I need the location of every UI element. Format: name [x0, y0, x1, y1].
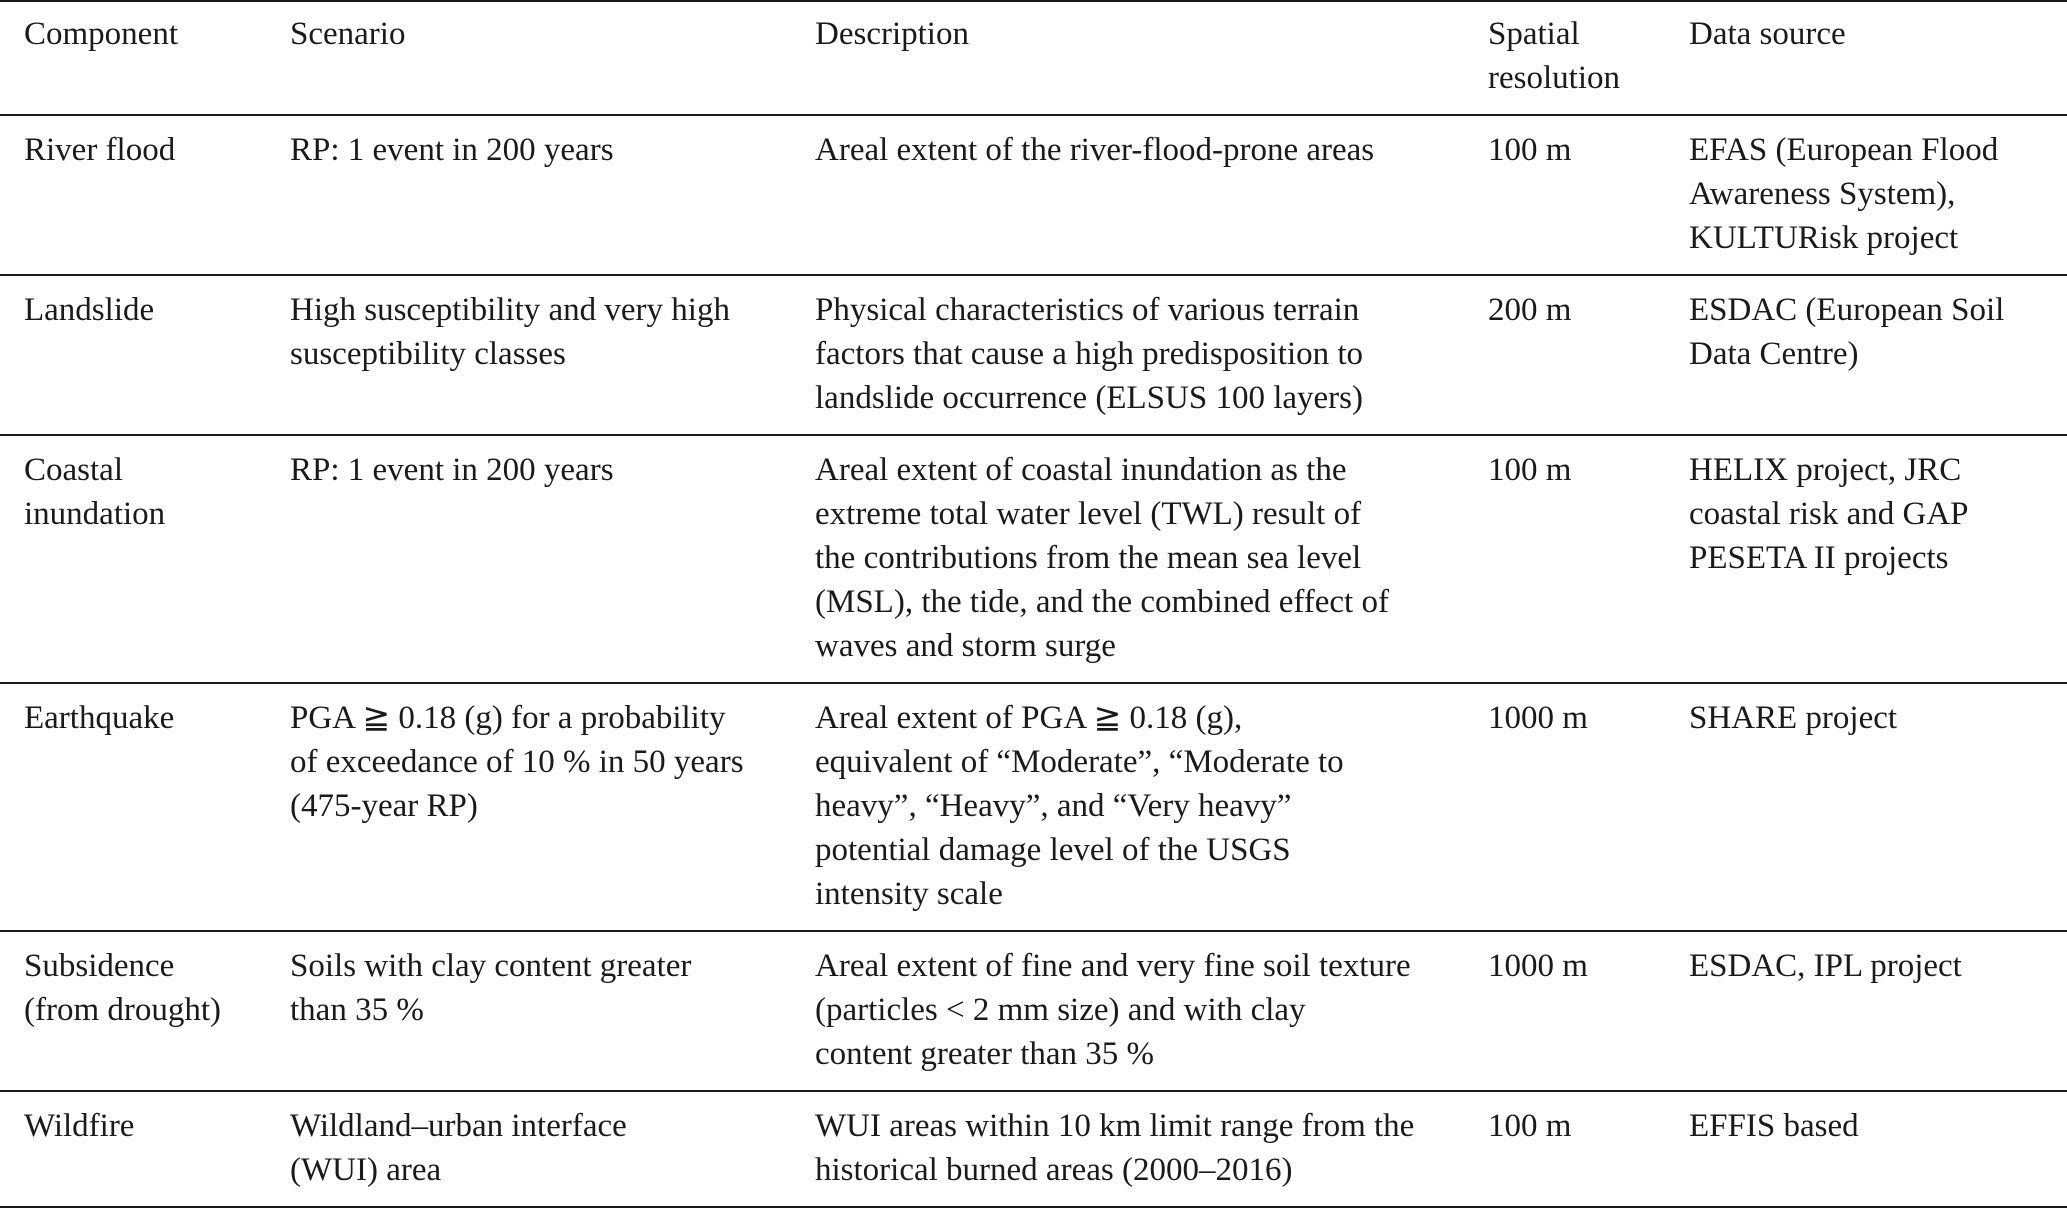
- table-row: [0, 435, 2067, 683]
- cell-description: Areal extent of coastal inundation as the extreme total water level (TWL) result of the contributions from the mean sea level (MSL), the tide, and the combined effect of waves and storm surge: [815, 452, 1389, 664]
- cell-description: Areal extent of PGA ≧ 0.18 (g), equivalent of “Moderate”, “Moderate to heavy”, “Heavy”, and “Very heavy” potential damage level of the USGS intensity scale: [815, 700, 1344, 912]
- header-component: Component: [24, 16, 178, 52]
- header-scenario: Scenario: [290, 16, 406, 52]
- cell-description: Areal extent of the river-flood-prone areas: [815, 132, 1375, 168]
- cell-component: Landslide: [24, 292, 155, 328]
- table-body: [0, 115, 2067, 1207]
- table-row: [0, 275, 2067, 435]
- cell-resolution: 1000 m: [1488, 700, 1588, 736]
- table-row: [0, 1091, 2067, 1207]
- cell-data-source: SHARE project: [1689, 700, 1898, 736]
- cell-component: River flood: [24, 132, 176, 168]
- cell-resolution: 100 m: [1488, 452, 1572, 488]
- cell-resolution: 200 m: [1488, 292, 1572, 328]
- cell-description: WUI areas within 10 km limit range from the historical burned areas (2000–2016): [815, 1108, 1415, 1188]
- header-data-source: Data source: [1689, 16, 1846, 52]
- cell-data-source: HELIX project, JRC coastal risk and GAP PESETA II projects: [1689, 452, 1969, 576]
- cell-resolution: 100 m: [1488, 1108, 1572, 1144]
- cell-description: Physical characteristics of various terrain factors that cause a high predisposition to landslide occurrence (ELSUS 100 layers): [815, 292, 1364, 416]
- cell-scenario: RP: 1 event in 200 years: [290, 132, 614, 168]
- table-row: [0, 683, 2067, 931]
- header-description: Description: [815, 16, 969, 52]
- cell-component: Coastal inundation: [24, 452, 166, 532]
- cell-component: Earthquake: [24, 700, 175, 736]
- cell-scenario: RP: 1 event in 200 years: [290, 452, 614, 488]
- cell-scenario: High susceptibility and very high susceptibility classes: [290, 292, 730, 372]
- cell-resolution: 100 m: [1488, 132, 1572, 168]
- table-header: [0, 1, 2067, 115]
- cell-description: Areal extent of fine and very fine soil texture (particles < 2 mm size) and with clay content greater than 35 %: [815, 948, 1411, 1072]
- cell-data-source: EFFIS based: [1689, 1108, 1859, 1144]
- cell-data-source: ESDAC (European Soil Data Centre): [1689, 292, 2005, 372]
- table-row: [0, 931, 2067, 1091]
- cell-data-source: ESDAC, IPL project: [1689, 948, 1962, 984]
- cell-data-source: EFAS (European Flood Awareness System), KULTURisk project: [1689, 132, 1999, 256]
- cell-component: Wildfire: [24, 1108, 135, 1144]
- cell-scenario: Soils with clay content greater than 35 %: [290, 948, 692, 1028]
- table-row: [0, 115, 2067, 275]
- cell-resolution: 1000 m: [1488, 948, 1588, 984]
- header-spatial-resolution: Spatial resolution: [1488, 16, 1620, 96]
- cell-scenario: Wildland–urban interface (WUI) area: [290, 1108, 627, 1188]
- cell-scenario: PGA ≧ 0.18 (g) for a probability of exceedance of 10 % in 50 years (475-year RP): [290, 700, 744, 824]
- cell-component: Subsidence (from drought): [24, 948, 222, 1028]
- header-row: [0, 1, 2067, 115]
